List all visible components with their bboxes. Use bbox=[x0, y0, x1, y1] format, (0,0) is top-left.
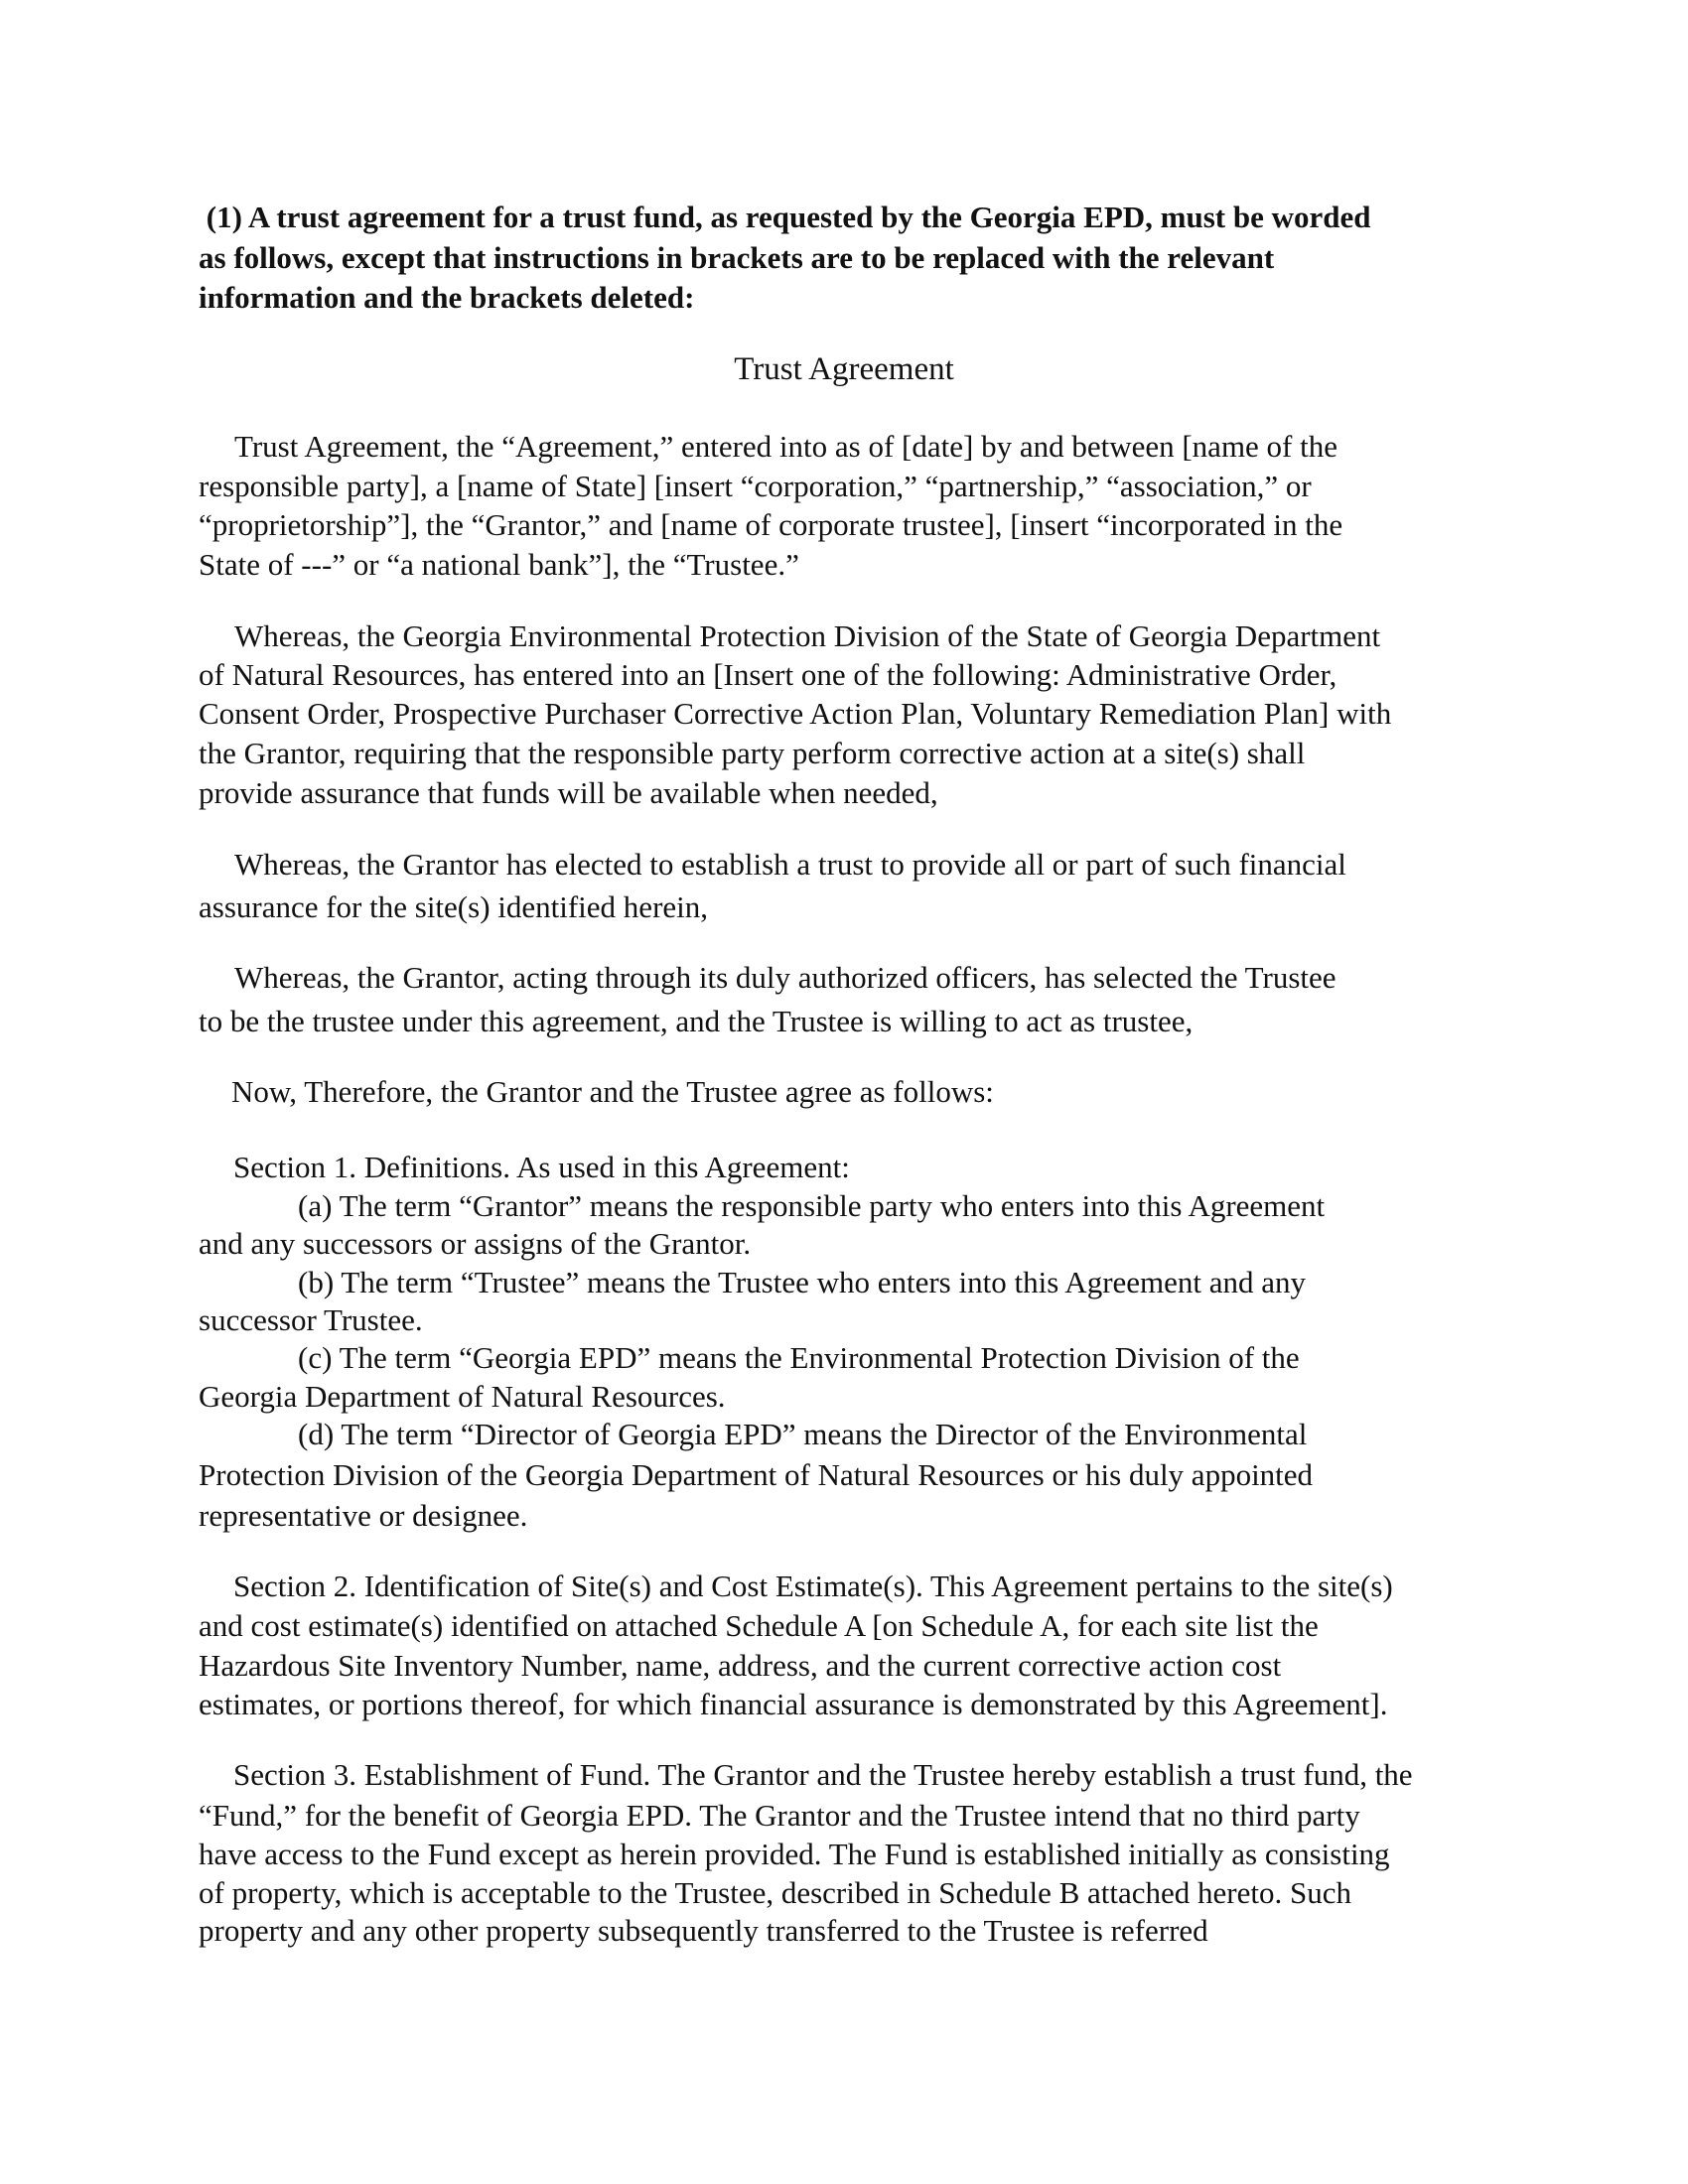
paragraph-line: to be the trustee under this agreement, and the Trustee is willing to act as trustee, bbox=[199, 1004, 1194, 1038]
paragraph-line: Section 2. Identification of Site(s) and Cost Estimate(s). This Agreement pertains to the site(s) bbox=[233, 1569, 1393, 1603]
definition-line: (b) The term “Trustee” means the Trustee who enters into this Agreement and any bbox=[298, 1265, 1307, 1299]
paragraph-line: Section 3. Establishment of Fund. The Grantor and the Trustee hereby establish a trust fund, the bbox=[233, 1757, 1413, 1792]
paragraph-line: “Fund,” for the benefit of Georgia EPD. The Grantor and the Trustee intend that no third party bbox=[199, 1798, 1360, 1833]
definition-line: (d) The term “Director of Georgia EPD” means the Director of the Environmental bbox=[298, 1417, 1308, 1451]
paragraph-line: provide assurance that funds will be available when needed, bbox=[199, 775, 938, 810]
paragraph-line: estimates, or portions thereof, for which financial assurance is demonstrated by this Agreement]. bbox=[199, 1687, 1388, 1721]
document-title: Trust Agreement bbox=[734, 351, 954, 387]
paragraph-line: Whereas, the Grantor, acting through its duly authorized officers, has selected the Trustee bbox=[234, 960, 1336, 995]
paragraph-line: of property, which is acceptable to the Trustee, described in Schedule B attached hereto. Such bbox=[199, 1875, 1352, 1910]
paragraph-line: assurance for the site(s) identified herein, bbox=[199, 889, 709, 924]
instruction-line: information and the brackets deleted: bbox=[199, 280, 695, 315]
definition-line: (a) The term “Grantor” means the responsible party who enters into this Agreement bbox=[298, 1188, 1326, 1223]
paragraph-line: have access to the Fund except as herein provided. The Fund is established initially as consisting bbox=[199, 1837, 1390, 1871]
definition-line: and any successors or assigns of the Grantor. bbox=[199, 1226, 752, 1261]
paragraph-line: Trust Agreement, the “Agreement,” entered into as of [date] by and between [name of the bbox=[234, 429, 1338, 464]
definition-line: successor Trustee. bbox=[199, 1302, 423, 1337]
section-heading: Section 1. Definitions. As used in this Agreement: bbox=[233, 1150, 850, 1184]
now-therefore-paragraph: Now, Therefore, the Grantor and the Trustee agree as follows: bbox=[231, 1074, 994, 1109]
paragraph-line: Hazardous Site Inventory Number, name, address, and the current corrective action cost bbox=[199, 1648, 1282, 1683]
paragraph-line: responsible party], a [name of State] [insert “corporation,” “partnership,” “association,” or bbox=[199, 469, 1312, 503]
instruction-line: as follows, except that instructions in brackets are to be replaced with the relevant bbox=[199, 240, 1275, 275]
paragraph-line: Consent Order, Prospective Purchaser Corrective Action Plan, Voluntary Remediation Plan] with bbox=[199, 696, 1392, 731]
definition-line: Georgia Department of Natural Resources. bbox=[199, 1379, 726, 1414]
paragraph-line: Whereas, the Grantor has elected to establish a trust to provide all or part of such financial bbox=[234, 847, 1346, 882]
instruction-line: (1) A trust agreement for a trust fund, as requested by the Georgia EPD, must be worded bbox=[199, 200, 1371, 234]
paragraph-line: of Natural Resources, has entered into an [Insert one of the following: Administrative Order, bbox=[199, 657, 1337, 692]
definition-line: (c) The term “Georgia EPD” means the Environmental Protection Division of the bbox=[298, 1340, 1300, 1375]
paragraph-line: property and any other property subsequently transferred to the Trustee is referred bbox=[199, 1913, 1208, 1948]
paragraph-line: State of ---” or “a national bank”], the “Trustee.” bbox=[199, 547, 799, 582]
definition-line: representative or designee. bbox=[199, 1498, 528, 1533]
paragraph-line: Whereas, the Georgia Environmental Protection Division of the State of Georgia Department bbox=[234, 618, 1381, 653]
paragraph-line: “proprietorship”], the “Grantor,” and [name of corporate trustee], [insert “incorporated in the bbox=[199, 507, 1343, 542]
definition-line: Protection Division of the Georgia Department of Natural Resources or his duly appointed bbox=[199, 1457, 1314, 1492]
paragraph-line: and cost estimate(s) identified on attached Schedule A [on Schedule A, for each site list the bbox=[199, 1608, 1319, 1643]
paragraph-line: the Grantor, requiring that the responsible party perform corrective action at a site(s) shall bbox=[199, 736, 1306, 770]
